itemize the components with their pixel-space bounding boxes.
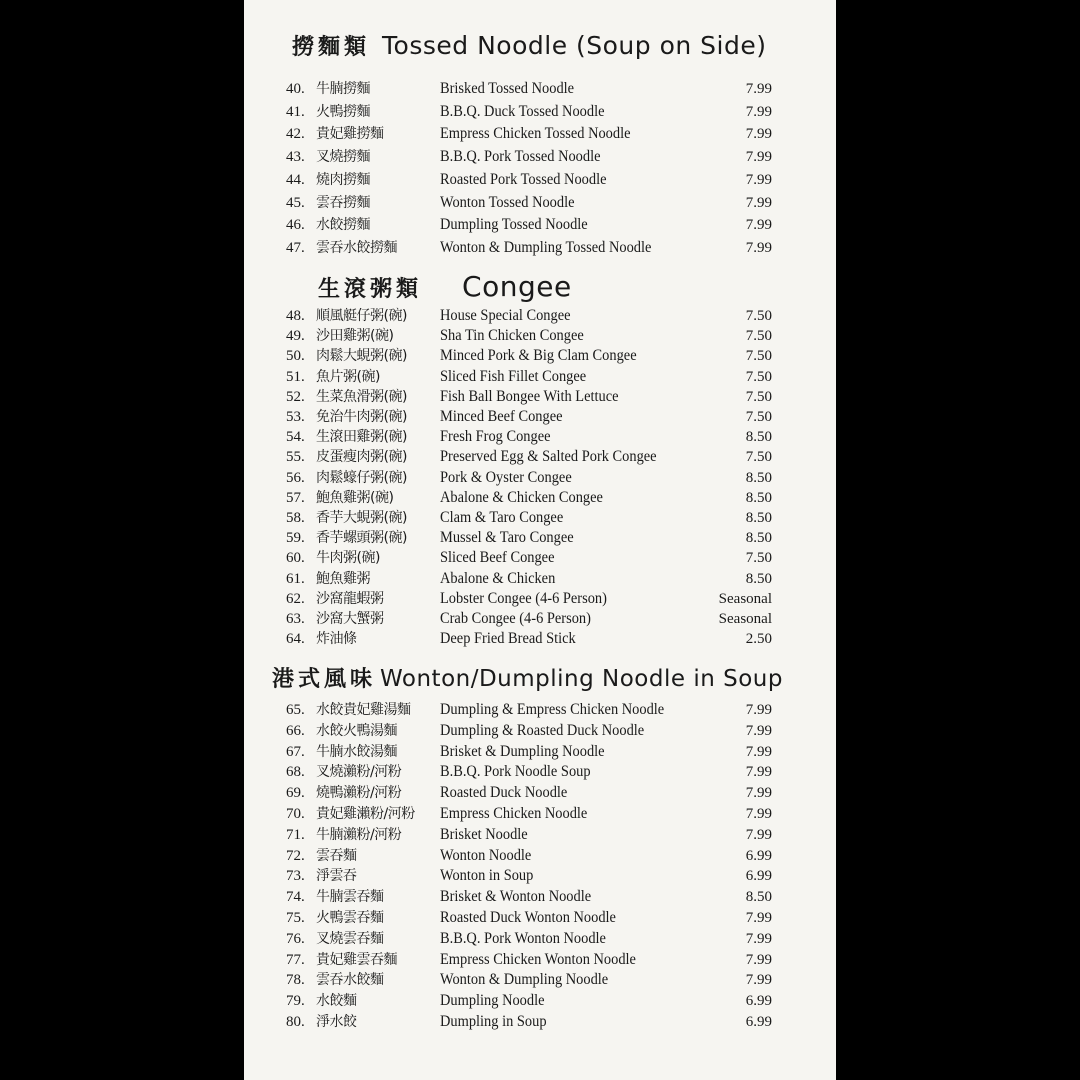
menu-item-number: 68.	[286, 764, 305, 781]
menu-item	[244, 102, 836, 122]
menu-item-number: 63.	[286, 611, 305, 627]
menu-item-english-name: Mussel & Taro Congee	[440, 529, 574, 547]
menu-item-chinese-name: 生滾田雞粥(碗)	[316, 429, 407, 446]
menu-item-price: 7.99	[745, 826, 772, 843]
menu-item-chinese-name: 牛腩水餃湯麵	[316, 743, 397, 760]
menu-item-number: 72.	[286, 847, 305, 864]
menu-item-price: 8.50	[745, 889, 772, 906]
menu-item-number: 77.	[286, 951, 305, 968]
menu-item-english-name: Empress Chicken Noodle	[440, 805, 588, 822]
menu-item-number: 41.	[286, 103, 305, 120]
menu-item-number: 42.	[286, 126, 305, 143]
menu-item-english-name: Dumpling Tossed Noodle	[440, 216, 588, 234]
menu-item-chinese-name: 淨雲吞	[316, 868, 357, 885]
menu-item-chinese-name: 貴妃雞撈麵	[316, 126, 384, 143]
menu-item-price: Seasonal	[718, 590, 772, 607]
menu-item	[244, 326, 836, 346]
menu-item-chinese-name: 牛腩瀨粉/河粉	[316, 826, 402, 843]
menu-item-chinese-name: 順風艇仔粥(碗)	[316, 308, 407, 324]
menu-item-chinese-name: 肉鬆蠔仔粥(碗)	[316, 469, 407, 486]
menu-item-english-name: B.B.Q. Pork Noodle Soup	[440, 763, 591, 781]
menu-item-chinese-name: 牛腩雲吞麵	[316, 889, 384, 906]
menu-item	[244, 238, 836, 258]
menu-item-price: 7.50	[745, 449, 772, 466]
menu-item-number: 47.	[286, 239, 305, 256]
menu-item-english-name: Lobster Congee (4-6 Person)	[440, 589, 607, 607]
menu-item-number: 65.	[286, 702, 305, 718]
menu-item-english-name: Fish Ball Bongee With Lettuce	[440, 387, 619, 405]
menu-item-price: 7.99	[745, 930, 772, 947]
menu-item	[244, 193, 836, 213]
menu-item-number: 74.	[286, 889, 305, 906]
menu-item-price: 7.99	[745, 910, 772, 926]
menu-item-price: 7.50	[745, 550, 772, 567]
menu-item-chinese-name: 鮑魚雞粥(碗)	[316, 489, 394, 506]
menu-item-price: 7.99	[745, 239, 772, 256]
menu-item-number: 49.	[286, 328, 305, 345]
menu-item-chinese-name: 沙窩龍蝦粥	[316, 590, 384, 607]
section-title-tossed-noodle	[292, 30, 767, 61]
section-title-cn: 撈麵類	[292, 34, 371, 60]
menu-item-chinese-name: 水餃撈麵	[316, 217, 370, 234]
section-title-en: Tossed Noodle (Soup on Side)	[382, 31, 767, 60]
menu-item-number: 51.	[286, 368, 305, 385]
menu-item	[244, 929, 836, 949]
menu-item-number: 52.	[286, 388, 305, 405]
menu-item	[244, 970, 836, 990]
menu-item-number: 78.	[286, 972, 305, 989]
menu-item	[244, 887, 836, 907]
menu-item-english-name: Brisket & Dumpling Noodle	[440, 742, 605, 760]
menu-item-english-name: Sliced Fish Fillet Congee	[440, 367, 587, 385]
menu-item-price: 6.99	[745, 1014, 772, 1030]
menu-item-price: 7.99	[745, 806, 772, 822]
menu-item	[244, 950, 836, 970]
menu-item	[244, 346, 836, 366]
menu-item	[244, 387, 836, 407]
menu-item-number: 48.	[286, 308, 305, 324]
menu-item-number: 76.	[286, 930, 305, 947]
menu-item	[244, 846, 836, 866]
section-title-en: Congee	[462, 270, 572, 303]
menu-item-number: 40.	[286, 81, 305, 97]
menu-item-english-name: Wonton Noodle	[440, 846, 532, 864]
menu-item-price: 8.50	[745, 530, 772, 547]
menu-item-chinese-name: 肉鬆大蜆粥(碗)	[316, 348, 407, 365]
menu-item-number: 71.	[286, 826, 305, 843]
menu-item-price: 7.99	[745, 217, 772, 234]
menu-item	[244, 124, 836, 144]
menu-item	[244, 783, 836, 803]
menu-item-chinese-name: 叉燒撈麵	[316, 149, 370, 166]
menu-item-chinese-name: 牛腩撈麵	[316, 81, 370, 97]
menu-item-chinese-name: 貴妃雞瀨粉/河粉	[316, 806, 415, 822]
menu-item-english-name: Dumpling Noodle	[440, 992, 545, 1010]
menu-item	[244, 488, 836, 508]
menu-item-number: 45.	[286, 194, 305, 211]
menu-item-chinese-name: 燒鴨瀨粉/河粉	[316, 785, 402, 802]
menu-item-price: 7.99	[745, 743, 772, 760]
menu-item-chinese-name: 沙田雞粥(碗)	[316, 328, 394, 345]
menu-item-chinese-name: 水餃麵	[316, 993, 357, 1010]
menu-item-english-name: Brisked Tossed Noodle	[440, 80, 575, 97]
menu-item-price: 8.50	[745, 570, 772, 587]
menu-item-chinese-name: 火鴨雲吞麵	[316, 910, 384, 926]
menu-item-english-name: Roasted Duck Wonton Noodle	[440, 909, 616, 926]
menu-item-number: 64.	[286, 631, 305, 648]
menu-item-chinese-name: 皮蛋瘦肉粥(碗)	[316, 449, 407, 466]
menu-item-price: 7.50	[745, 368, 772, 385]
menu-item-chinese-name: 生菜魚滑粥(碗)	[316, 388, 407, 405]
menu-item	[244, 367, 836, 387]
menu-item	[244, 548, 836, 568]
menu-item	[244, 991, 836, 1011]
menu-item-english-name: Dumpling in Soup	[440, 1013, 547, 1030]
menu-item-chinese-name: 雲吞麵	[316, 847, 357, 864]
menu-item-price: 8.50	[745, 489, 772, 506]
menu-item-price: Seasonal	[718, 611, 772, 627]
menu-item-chinese-name: 雲吞水餃撈麵	[316, 239, 397, 256]
menu-item-price: 6.99	[745, 847, 772, 864]
menu-item-number: 69.	[286, 785, 305, 802]
menu-item-price: 6.99	[745, 993, 772, 1010]
menu-item	[244, 700, 836, 720]
menu-item-number: 56.	[286, 469, 305, 486]
menu-item-number: 73.	[286, 868, 305, 885]
section-title-congee	[318, 270, 572, 303]
menu-item-number: 62.	[286, 590, 305, 607]
menu-item-price: 7.99	[745, 951, 772, 968]
menu-item-chinese-name: 炸油條	[316, 631, 357, 648]
menu-item	[244, 528, 836, 548]
menu-item	[244, 804, 836, 824]
menu-item	[244, 721, 836, 741]
menu-item	[244, 1012, 836, 1032]
menu-item-number: 46.	[286, 217, 305, 234]
menu-item-chinese-name: 火鴨撈麵	[316, 103, 370, 120]
menu-item-chinese-name: 沙窩大蟹粥	[316, 611, 384, 627]
menu-item-english-name: Dumpling & Roasted Duck Noodle	[440, 721, 645, 739]
menu-item-english-name: Brisket & Wonton Noodle	[440, 888, 592, 906]
menu-item-english-name: Roasted Duck Noodle	[440, 784, 568, 802]
menu-item-english-name: Wonton & Dumpling Tossed Noodle	[440, 238, 652, 256]
menu-item-number: 59.	[286, 530, 305, 547]
menu-item-price: 7.99	[745, 702, 772, 718]
menu-item-price: 7.50	[745, 409, 772, 425]
menu-item-price: 7.99	[745, 785, 772, 802]
menu-item-price: 7.99	[745, 764, 772, 781]
menu-item-english-name: Empress Chicken Tossed Noodle	[440, 125, 631, 143]
menu-item	[244, 825, 836, 845]
menu-item-chinese-name: 香芋大蜆粥(碗)	[316, 510, 407, 526]
menu-item-number: 53.	[286, 409, 305, 425]
menu-item-number: 67.	[286, 743, 305, 760]
menu-item-price: 7.50	[745, 348, 772, 365]
menu-item-chinese-name: 雲吞水餃麵	[316, 972, 384, 989]
menu-item-chinese-name: 牛肉粥(碗)	[316, 550, 380, 567]
menu-item-english-name: Deep Fried Bread Stick	[440, 630, 576, 648]
menu-item	[244, 147, 836, 167]
menu-item-number: 57.	[286, 489, 305, 506]
menu-item-price: 7.50	[745, 328, 772, 345]
menu-item	[244, 742, 836, 762]
section-title-cn: 港式風味	[272, 666, 377, 692]
menu-item-english-name: Wonton Tossed Noodle	[440, 193, 575, 211]
menu-item-english-name: B.B.Q. Pork Wonton Noodle	[440, 929, 606, 947]
menu-item-chinese-name: 免治牛肉粥(碗)	[316, 409, 407, 425]
menu-item-price: 7.99	[745, 103, 772, 120]
menu-item-price: 7.99	[745, 149, 772, 166]
menu-item-english-name: Sha Tin Chicken Congee	[440, 327, 584, 345]
menu-item-english-name: Brisket Noodle	[440, 825, 528, 843]
menu-item-english-name: Sliced Beef Congee	[440, 549, 555, 567]
menu-item	[244, 589, 836, 609]
menu-item	[244, 629, 836, 649]
menu-item-price: 8.50	[745, 429, 772, 446]
menu-item-number: 80.	[286, 1014, 305, 1030]
menu-item-number: 54.	[286, 429, 305, 446]
menu-item-english-name: Dumpling & Empress Chicken Noodle	[440, 701, 665, 718]
menu-item-number: 75.	[286, 910, 305, 926]
menu-item-english-name: Abalone & Chicken Congee	[440, 488, 603, 506]
menu-item	[244, 866, 836, 886]
menu-item-price: 7.99	[745, 722, 772, 739]
menu-item-price: 7.99	[745, 81, 772, 97]
menu-item-price: 7.99	[745, 126, 772, 143]
menu-item-number: 60.	[286, 550, 305, 567]
menu-item-price: 7.99	[745, 194, 772, 211]
menu-item	[244, 79, 836, 99]
menu-item-number: 70.	[286, 806, 305, 822]
menu-item-chinese-name: 水餃貴妃雞湯麵	[316, 702, 411, 718]
menu-item-english-name: B.B.Q. Duck Tossed Noodle	[440, 102, 605, 120]
menu-item	[244, 427, 836, 447]
menu-item-chinese-name: 魚片粥(碗)	[316, 368, 380, 385]
menu-item-chinese-name: 叉燒雲吞麵	[316, 930, 384, 947]
menu-item-price: 8.50	[745, 469, 772, 486]
menu-item-price: 7.99	[745, 972, 772, 989]
menu-item-price: 7.99	[745, 171, 772, 188]
menu-item-english-name: Pork & Oyster Congee	[440, 468, 572, 486]
menu-item	[244, 762, 836, 782]
menu-item	[244, 407, 836, 427]
menu-item-chinese-name: 水餃火鴨湯麵	[316, 722, 397, 739]
menu-item-english-name: House Special Congee	[440, 307, 571, 324]
menu-item-price: 8.50	[745, 510, 772, 526]
menu-item-chinese-name: 淨水餃	[316, 1014, 357, 1030]
menu-item-number: 61.	[286, 570, 305, 587]
menu-item-chinese-name: 燒肉撈麵	[316, 171, 370, 188]
menu-item-english-name: Preserved Egg & Salted Pork Congee	[440, 448, 657, 466]
menu-item-english-name: Roasted Pork Tossed Noodle	[440, 170, 607, 188]
menu-item-english-name: B.B.Q. Pork Tossed Noodle	[440, 148, 601, 166]
section-title-cn: 生滾粥類	[318, 276, 423, 302]
menu-item-number: 58.	[286, 510, 305, 526]
section-title-wonton-noodle	[272, 662, 783, 693]
menu-item-price: 6.99	[745, 868, 772, 885]
menu-item-english-name: Crab Congee (4-6 Person)	[440, 610, 591, 627]
menu-item-price: 7.50	[745, 388, 772, 405]
menu-item-english-name: Wonton in Soup	[440, 867, 534, 885]
menu-item-number: 50.	[286, 348, 305, 365]
menu-item-chinese-name: 叉燒瀨粉/河粉	[316, 764, 402, 781]
menu-item	[244, 215, 836, 235]
menu-item-chinese-name: 香芋螺頭粥(碗)	[316, 530, 407, 547]
menu-item	[244, 468, 836, 488]
section-title-en: Wonton/Dumpling Noodle in Soup	[380, 666, 783, 692]
menu-page	[244, 0, 836, 1080]
menu-item-english-name: Fresh Frog Congee	[440, 428, 551, 446]
menu-item-english-name: Minced Pork & Big Clam Congee	[440, 347, 637, 365]
menu-item	[244, 447, 836, 467]
menu-item-english-name: Minced Beef Congee	[440, 408, 563, 425]
menu-item	[244, 569, 836, 589]
menu-item-chinese-name: 鮑魚雞粥	[316, 570, 370, 587]
menu-item-price: 2.50	[745, 631, 772, 648]
menu-item-english-name: Empress Chicken Wonton Noodle	[440, 950, 636, 968]
menu-item-number: 55.	[286, 449, 305, 466]
menu-item-number: 43.	[286, 149, 305, 166]
menu-item	[244, 508, 836, 528]
menu-item-english-name: Wonton & Dumpling Noodle	[440, 971, 609, 989]
menu-item-chinese-name: 雲吞撈麵	[316, 194, 370, 211]
menu-item-chinese-name: 貴妃雞雲吞麵	[316, 951, 397, 968]
menu-item-english-name: Clam & Taro Congee	[440, 509, 564, 526]
menu-item-price: 7.50	[745, 308, 772, 324]
menu-item	[244, 908, 836, 928]
menu-item	[244, 170, 836, 190]
menu-item-number: 79.	[286, 993, 305, 1010]
menu-item-number: 44.	[286, 171, 305, 188]
menu-item-english-name: Abalone & Chicken	[440, 569, 556, 587]
menu-item	[244, 306, 836, 326]
menu-item	[244, 609, 836, 629]
menu-item-number: 66.	[286, 722, 305, 739]
